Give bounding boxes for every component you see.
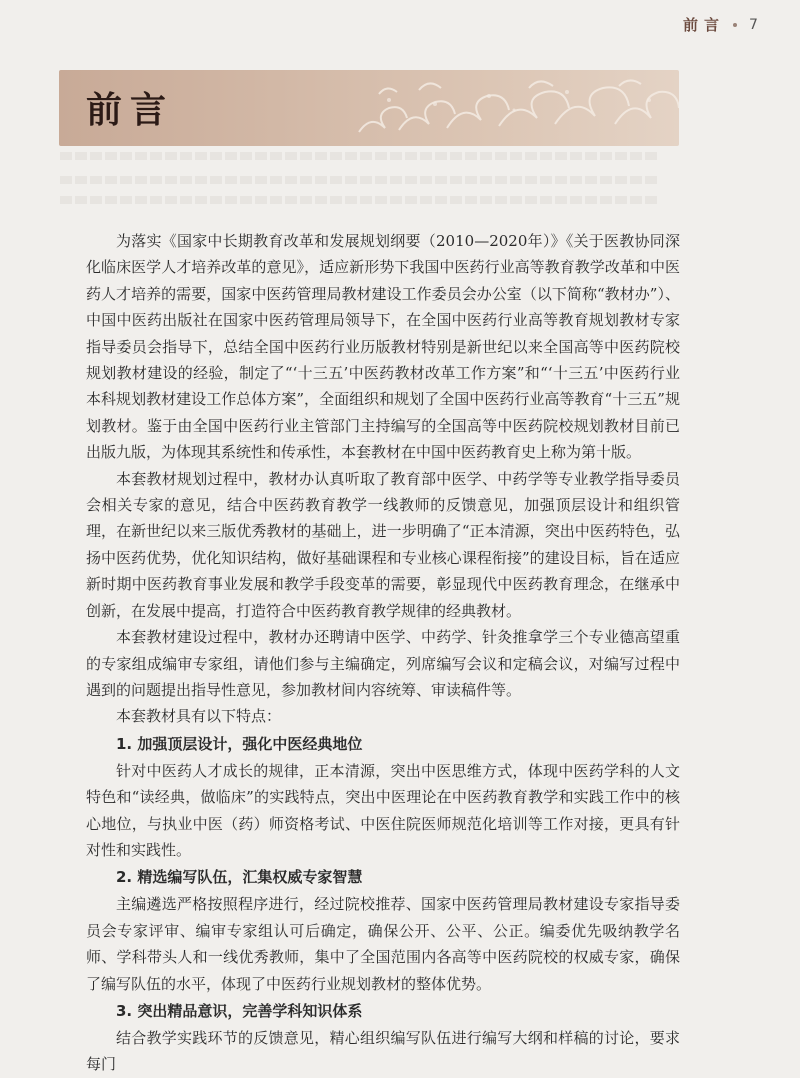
feature-heading: 2. 精选编写队伍，汇集权威专家智慧 [116,868,363,887]
header-separator-dot [733,23,737,27]
paragraph: 针对中医药人才成长的规律，正本清源，突出中医思维方式，体现中医药学科的人文特色和“读经典，做临床”的实践特点，突出中医理论在中医药教育教学和实践工作中的核心地位，与执业中医（药）师资格考试、中医住院医师规范化培训等工作对接，更具有针对性和实践性。 [86,761,680,859]
page-number: 7 [749,16,758,33]
paragraph: 结合教学实践环节的反馈意见，精心组织编写队伍进行编写大纲和样稿的讨论，要求每门 [86,1028,680,1074]
paragraph: 本套教材具有以下特点： [116,707,282,726]
section-banner [59,70,679,146]
body-text [86,228,680,1078]
show-through-text [60,176,660,184]
paragraph: 为落实《国家中长期教育改革和发展规划纲要（2010—2020年）》《关于医教协同深化临床医学人才培养改革的意见》，适应新形势下我国中医药行业高等教育教学改革和中医药人才培养的需要，国家中医药管理局教材建设工作委员会办公室（以下简称“教材办”）、中国中医药出版社在国家中医药管理局领导下，在全国中医药行业高等教育规划教材专家指导委员会指导下，总结全国中医药行业历版教材特别是新世纪以来全国高等中医药院校规划教材建设的经验，制定了“‘十三五’中医药教材改革工作方案”和“‘十三五’中医药行业本科规划教材建设工作总体方案”，全面组织和规划了全国中医药行业高等教育“十三五”规划教材。鉴于由全国中医药行业主管部门主持编写的全国高等中医药院校规划教材目前已出版九版，为体现其系统性和传承性，本套教材在中国中医药教育史上称为第十版。 [86,232,680,462]
paragraph: 主编遴选严格按照程序进行，经过院校推荐、国家中医药管理局教材建设专家指导委员会专家评审、编审专家组认可后确定，确保公开、公平、公正。编委优先吸纳教学名师、学科带头人和一线优秀教师，集中了全国范围内各高等中医药院校的权威专家，确保了编写队伍的水平，体现了中医药行业规划教材的整体优势。 [86,895,680,993]
paragraph: 本套教材规划过程中，教材办认真听取了教育部中医学、中药学等专业教学指导委员会相关专家的意见，结合中医药教育教学一线教师的反馈意见，加强顶层设计和组织管理，在新世纪以来三版优秀教材的基础上，进一步明确了“正本清源，突出中医药特色，弘扬中医药优势，优化知识结构，做好基础课程和专业核心课程衔接”的建设目标，旨在适应新时期中医药教育事业发展和教学手段变革的需要，彰显现代中医药教育理念，在继承中创新，在发展中提高，打造符合中医药教育教学规律的经典教材。 [86,469,680,620]
running-header-title: 前言 [683,16,726,34]
paragraph: 本套教材建设过程中，教材办还聘请中医学、中药学、针灸推拿学三个专业德高望重的专家组成编审专家组，请他们参与主编确定，列席编写会议和定稿会议，对编写过程中遇到的问题提出指导性意见，参加教材间内容统筹、审读稿件等。 [86,628,680,699]
running-header [683,14,758,35]
show-through-text [60,196,660,204]
show-through-text [60,152,660,160]
section-heading: 前言 [86,90,175,131]
feature-heading: 1. 加强顶层设计，强化中医经典地位 [116,734,363,753]
feature-heading: 3. 突出精品意识，完善学科知识体系 [116,1001,363,1020]
